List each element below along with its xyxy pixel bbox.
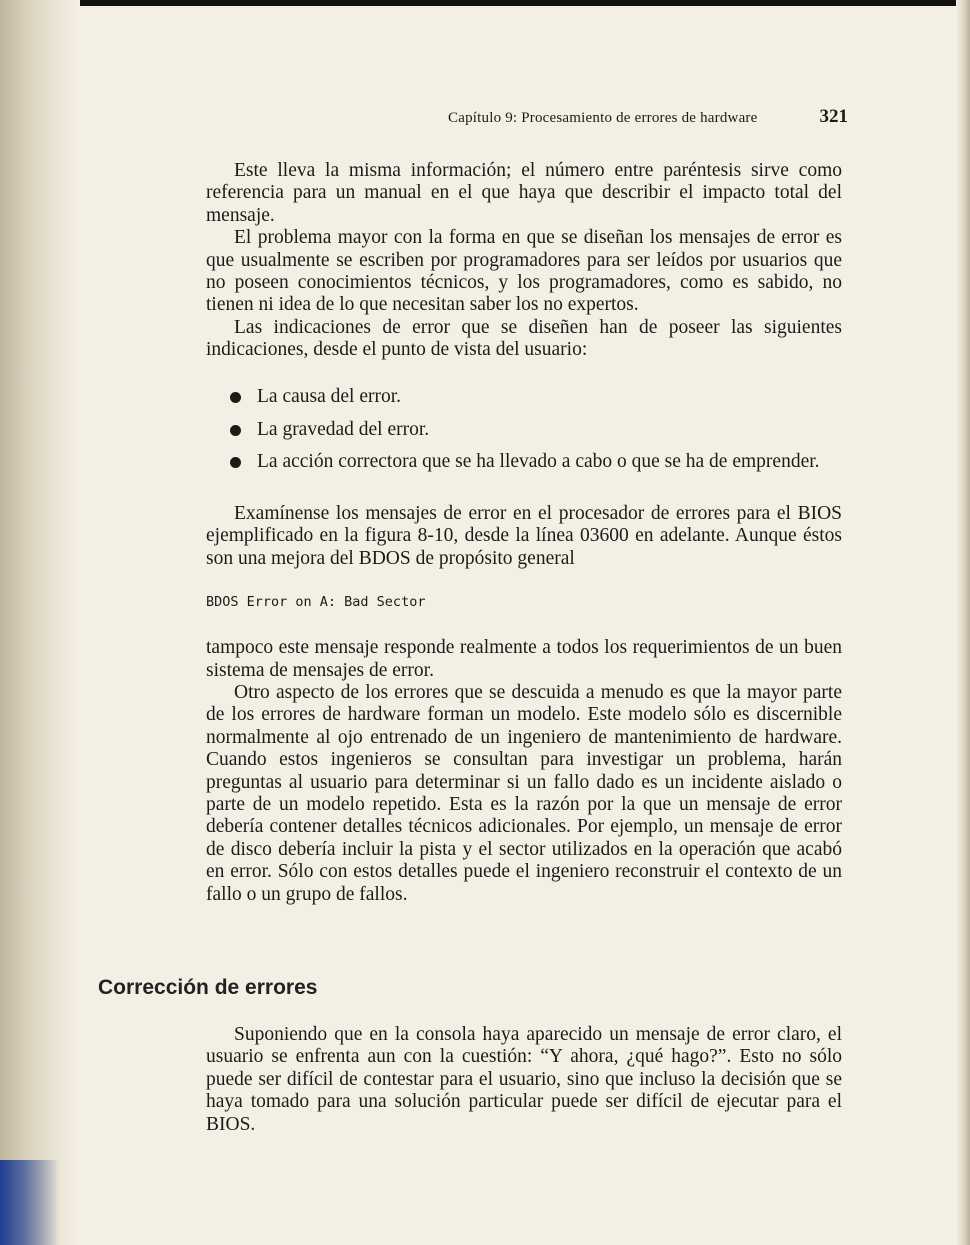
page-header (448, 106, 848, 128)
bullet-icon (230, 392, 241, 403)
book-gutter-shadow (0, 0, 80, 1245)
paragraph-3: Las indicaciones de error que se diseñen han de poseer las siguientes indicaciones, desde el punto de vista del usuario: (206, 316, 842, 361)
paragraph-5: tampoco este mensaje responde realmente a todos los requerimientos de un buen sistema de mensajes de error. (206, 637, 842, 681)
paragraph-4: Examínense los mensajes de error en el procesador de errores para el BIOS ejemplificado en la figura 8-10, desde la línea 03600 en adelante. Aunque éstos son una mejora del BDOS de propósito general (206, 502, 842, 569)
bullet-icon (230, 425, 241, 436)
paragraph-6: Otro aspecto de los errores que se descuida a menudo es que la mayor parte de los errores de hardware forman un modelo. Este modelo sólo es discernible normalmente al ojo entrenado de un ingeniero de mantenimiento de hardware. Cuando estos ingenieros se consultan para investigar un problema, harán preguntas al usuario para determinar si un fallo dado es un incidente aislado o parte de un modelo repetido. Esta es la razón por la que un mensaje de error debería contener detalles técnicos adicionales. Por ejemplo, un mensaje de error de disco debería incluir la pista y el sector utilizados en la operación que acabó en error. Sólo con estos detalles puede el ingeniero reconstruir el contexto de un fallo o un grupo de fallos. (206, 681, 842, 905)
bullet-text: La gravedad del error. (257, 418, 430, 440)
paragraph-2: El problema mayor con la forma en que se diseñan los mensajes de error es que usualmente se escriben por programadores para ser leídos por usuarios que no poseen conocimientos técnicos, y los programadores, como es sabido, no tienen ni idea de lo que necesitan saber los no expertos. (206, 227, 842, 316)
bullet-list (206, 386, 842, 474)
scan-top-edge (0, 0, 970, 6)
page-right-edge (956, 0, 970, 1245)
code-sample: BDOS Error on A: Bad Sector (206, 594, 426, 611)
bullet-icon (230, 457, 241, 468)
book-cover-edge (0, 1160, 60, 1245)
bullet-text: La acción correctora que se ha llevado a cabo o que se ha de emprender. (257, 451, 820, 473)
page-number: 321 (819, 106, 848, 127)
bullet-text: La causa del error. (257, 385, 402, 407)
main-body (206, 160, 842, 906)
section-body (206, 1024, 842, 1136)
list-item (206, 386, 842, 408)
paragraph-1: Este lleva la misma información; el número entre paréntesis sirve como referencia para un manual en el que haya que describir el impacto total del mensaje. (206, 160, 842, 226)
list-item (206, 419, 842, 441)
section-heading: Corrección de errores (98, 976, 318, 999)
section-paragraph-1: Suponiendo que en la consola haya aparecido un mensaje de error claro, el usuario se enfrenta aun con la cuestión: “Y ahora, ¿qué hago?”. Esto no sólo puede ser difícil de contestar para el usuario, sino que incluso la decisión que se haya tomado para una solución particular puede ser difícil de ejecutar para el BIOS. (206, 1024, 842, 1135)
running-head: Capítulo 9: Procesamiento de errores de hardware (448, 110, 758, 126)
list-item (206, 451, 842, 473)
